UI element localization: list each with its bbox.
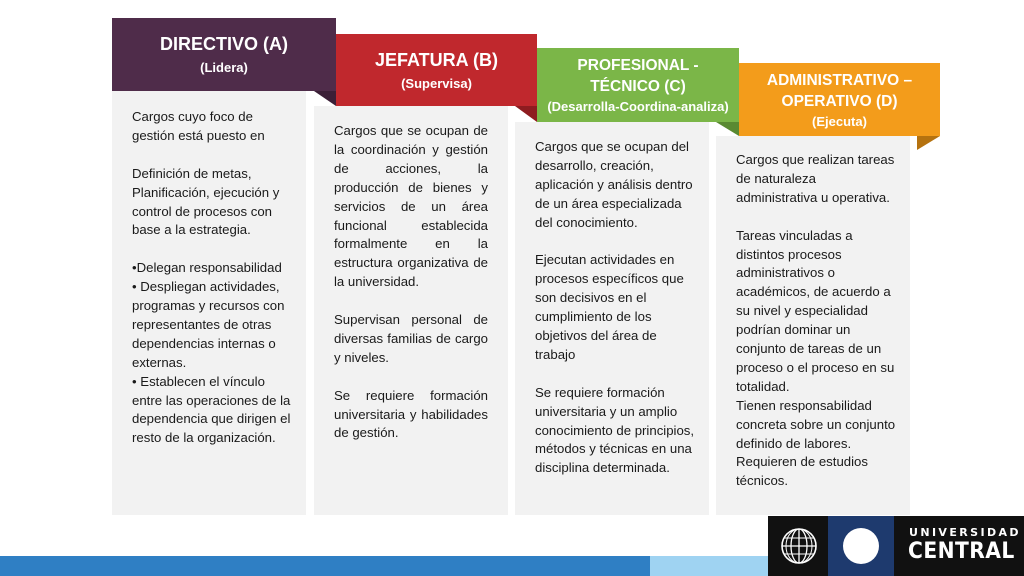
footer-bar-light [650, 556, 768, 576]
header-profesional-subtitle: (Desarrolla-Coordina-analiza) [547, 99, 729, 114]
card-jefatura-text-3: Se requiere formación universitaria y habilidades de gestión. [334, 387, 488, 441]
header-administrativo [739, 63, 940, 136]
card-administrativo-text-3: Tienen responsabilidad concreta sobre un conjunto definido de labores. Requieren de estudios técnicos. [736, 397, 896, 489]
card-directivo-text-1: Cargos cuyo foco de gestión está puesto en [132, 109, 265, 143]
card-directivo-text-4: • Despliegan actividades, programas y recursos con representantes de otras dependencias internas o externas. [132, 279, 285, 370]
fold-jefatura [314, 91, 336, 106]
header-jefatura [336, 34, 537, 106]
card-administrativo-text-2: Tareas vinculadas a distintos procesos administrativos o académicos, de acuerdo a su nivel y especialidad podrían dominar un conjunto de tareas de un proceso o el proceso en su totalidad. [736, 227, 895, 394]
logo-text-universidad: UNIVERSIDAD [909, 526, 1021, 539]
fold-administrativo-end [917, 136, 940, 150]
card-profesional-text-3: Se requiere formación universitaria y un amplio conocimiento de principios, métodos y técnicas en una disciplina determinada. [535, 384, 695, 476]
header-directivo-title: DIRECTIVO (A) [160, 34, 288, 54]
card-jefatura-text-1: Cargos que se ocupan de la coordinación y gestión de acciones, la producción de bienes y servicios de un área funcional establecida formalmente en la estructura organizativa de la universidad. [334, 123, 488, 290]
card-jefatura [314, 106, 508, 515]
card-directivo [112, 91, 306, 515]
fold-administrativo [716, 122, 739, 136]
logo-text-central: CENTRAL [908, 539, 1015, 564]
card-directivo-text-5: • Establecen el vínculo entre las operaciones de la dependencia que dirigen el resto de la organización. [132, 373, 291, 446]
card-profesional [515, 122, 709, 515]
card-jefatura-text-2: Supervisan personal de diversas familias de cargo y niveles. [334, 312, 488, 365]
header-jefatura-subtitle: (Supervisa) [401, 75, 472, 91]
card-directivo-text-3: •Delegan responsabilidad [132, 260, 282, 276]
header-profesional-title-1: PROFESIONAL - [577, 57, 699, 74]
fold-profesional [515, 106, 537, 122]
card-profesional-text-2: Ejecutan actividades en procesos específicos que son decisivos en el cumplimiento de los objetivos del área de trabajo [535, 252, 684, 362]
header-administrativo-title-2: OPERATIVO (D) [781, 92, 898, 110]
footer-bar-blue [0, 556, 650, 576]
card-directivo-text-2: Definición de metas, Planificación, ejecución y control de procesos con base a la estrategia. [132, 165, 280, 238]
header-administrativo-subtitle: (Ejecuta) [812, 113, 867, 129]
card-administrativo [716, 136, 910, 515]
header-profesional [537, 48, 739, 122]
header-directivo-subtitle: (Lidera) [200, 60, 248, 75]
header-administrativo-title-1: ADMINISTRATIVO – [766, 71, 913, 89]
header-jefatura-title: JEFATURA (B) [375, 49, 498, 70]
card-administrativo-text-1: Cargos que realizan tareas de naturaleza administrativa u operativa. [736, 152, 895, 205]
logo-emblem-icon [843, 528, 879, 564]
header-directivo [112, 18, 336, 91]
globe-icon [780, 527, 818, 565]
header-profesional-title-2: TÉCNICO (C) [590, 78, 686, 95]
card-profesional-text-1: Cargos que se ocupan del desarrollo, creación, aplicación y análisis dentro de un área especializada del conocimiento. [535, 139, 693, 230]
